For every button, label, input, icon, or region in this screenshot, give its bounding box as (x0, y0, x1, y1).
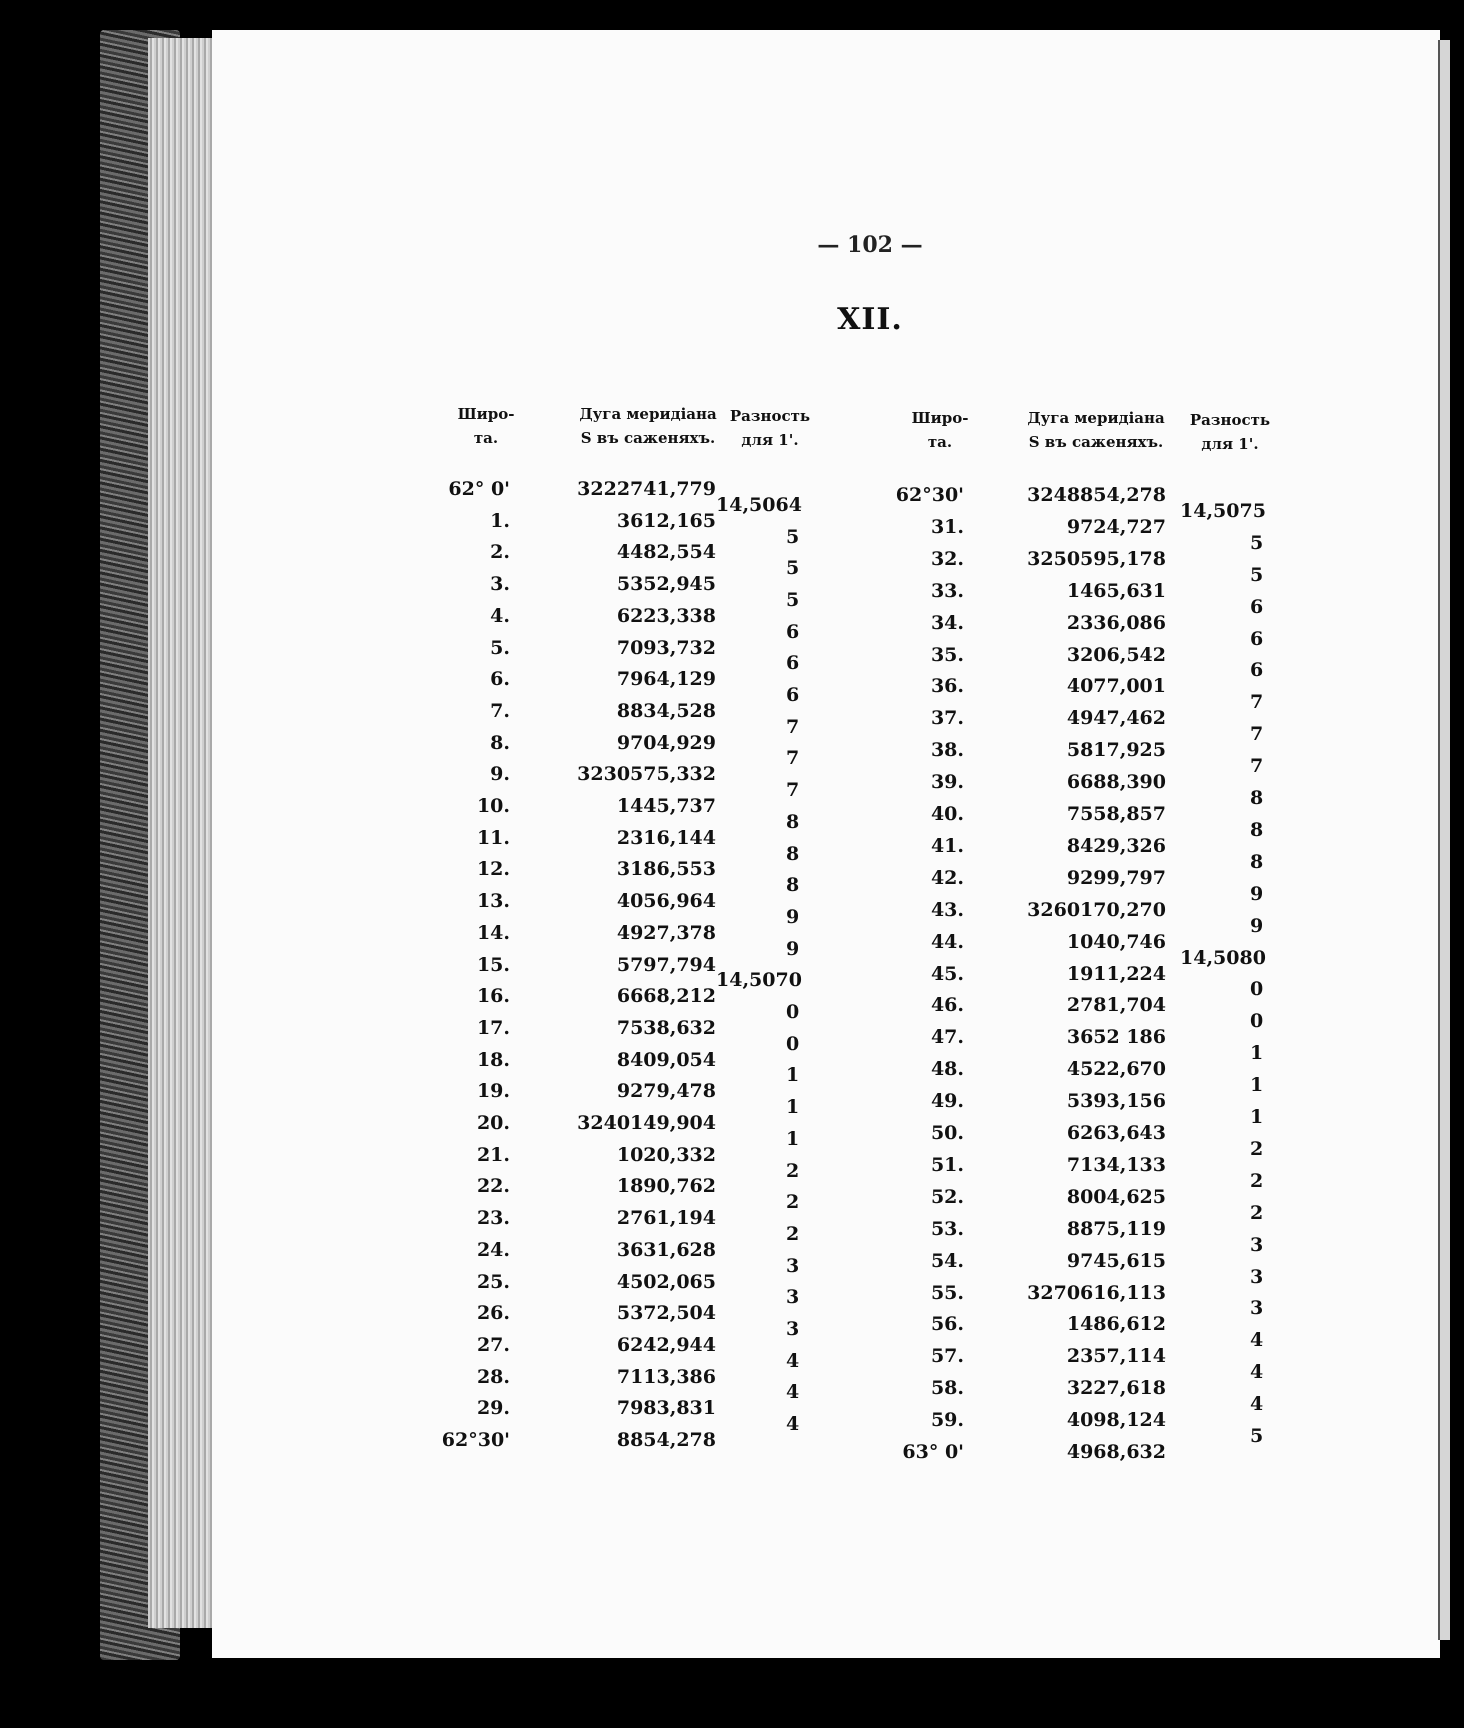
left-header-difference (720, 404, 820, 452)
left_table-latitude-cell: 62° 0' (448, 478, 510, 500)
left_table-difference-cell: 5 (786, 557, 800, 580)
left_table-difference-cell: 14,5064 (716, 493, 802, 516)
left_table-difference-cell: 2 (786, 1191, 800, 1214)
left_table-arc-cell: 9704,929 (616, 731, 716, 754)
right_table-arc-cell: 4968,632 (1066, 1441, 1166, 1463)
right_table-difference-cell: 7 (1250, 723, 1264, 746)
left_table-latitude-cell: 16. (476, 985, 510, 1008)
right_table-difference-cell: 1 (1250, 1042, 1264, 1065)
left_table-latitude-cell: 14. (476, 921, 510, 944)
left_table-arc-cell: 1890,762 (616, 1175, 716, 1198)
left_table-latitude-cell: 12. (476, 858, 510, 881)
right_table-difference-cell: 3 (1250, 1297, 1264, 1320)
right_table-arc-cell: 5817,925 (1066, 739, 1166, 762)
left_table-difference-cell: 7 (786, 747, 800, 770)
right_table-arc-cell: 3227,618 (1066, 1377, 1166, 1400)
right_table-latitude-cell: 33. (930, 579, 964, 602)
left_table-difference-cell: 6 (786, 620, 800, 643)
left_table-difference-cell: 2 (786, 1159, 800, 1182)
right_table-difference-cell: 0 (1250, 1010, 1264, 1033)
left_table-latitude-cell: 9. (490, 763, 510, 786)
left_table-arc-cell: 3186,553 (616, 858, 716, 881)
right_table-arc-cell: 1040,746 (1066, 930, 1166, 953)
left_table-difference-cell: 1 (786, 1096, 800, 1119)
right_table-latitude-cell: 48. (930, 1058, 964, 1081)
left_table-arc-cell: 7964,129 (616, 668, 716, 691)
left_table-latitude-cell: 10. (476, 795, 510, 817)
right-header-arc-line1: Дуга меридiана (1027, 409, 1165, 427)
left_table-difference-cell: 5 (786, 525, 800, 548)
right_table-difference-cell: 4 (1250, 1393, 1264, 1416)
left-header-latitude (456, 402, 516, 450)
left_table-latitude-cell: 5. (490, 636, 510, 659)
right_table-arc-cell: 8875,119 (1066, 1217, 1166, 1240)
right_table-latitude-cell: 56. (930, 1313, 964, 1336)
right_table-difference-cell: 8 (1250, 787, 1264, 810)
right_table-arc-cell: 8004,625 (1066, 1185, 1166, 1208)
left_table-latitude-cell: 7. (490, 699, 510, 722)
left_table-difference-cell: 0 (786, 1032, 800, 1055)
left_table-difference-cell: 3 (786, 1318, 800, 1341)
left_table-latitude-cell: 29. (476, 1397, 510, 1420)
left_table-arc-cell: 3240149,904 (577, 1112, 716, 1134)
right_table-latitude-cell: 43. (930, 898, 964, 921)
right_table-arc-cell: 4077,001 (1066, 675, 1166, 698)
right_table-difference-cell: 2 (1250, 1137, 1264, 1160)
left_table-difference-cell: 3 (786, 1286, 800, 1309)
right_table-arc-cell: 3206,542 (1066, 643, 1166, 666)
right_table-arc-cell: 4947,462 (1066, 707, 1166, 730)
right_table-difference-cell: 2 (1250, 1169, 1264, 1192)
right_table-arc-cell: 3652 186 (1066, 1026, 1166, 1049)
left_table-latitude-cell: 15. (476, 953, 510, 976)
right_table-latitude-cell: 59. (930, 1409, 964, 1432)
section-title: XII. (837, 302, 903, 337)
right_table-arc-cell: 7134,133 (1066, 1153, 1166, 1176)
left_table-difference-cell: 2 (786, 1222, 800, 1245)
right_table-arc-cell: 2781,704 (1066, 994, 1166, 1017)
left_table-arc-cell: 2316,144 (616, 826, 716, 849)
left_table-arc-cell: 3230575,332 (577, 763, 716, 786)
left_table-latitude-cell: 28. (476, 1365, 510, 1388)
left_table-difference-cell: 4 (786, 1413, 800, 1436)
left_table-latitude-cell: 23. (476, 1207, 510, 1230)
right-header-latitude (910, 406, 970, 454)
left-header-difference-line1: Разность (729, 407, 811, 425)
right_table-latitude-cell: 36. (930, 675, 964, 698)
right_table-latitude-cell: 62°30' (895, 484, 964, 506)
left_table-arc-cell: 6668,212 (616, 985, 716, 1008)
right_table-arc-cell: 3250595,178 (1027, 547, 1166, 570)
left_table-arc-cell: 8409,054 (616, 1048, 716, 1071)
right_table-latitude-cell: 35. (930, 643, 964, 666)
left_table-latitude-cell: 13. (476, 890, 510, 913)
right_table-latitude-cell: 63° 0' (902, 1441, 964, 1463)
left-header-latitude-line1: Широ- (457, 405, 515, 423)
left-header-difference-line2: для 1'. (741, 431, 799, 449)
right_table-arc-cell: 7558,857 (1066, 803, 1166, 825)
left_table-arc-cell: 9279,478 (616, 1080, 716, 1103)
page-number: — 102 — (817, 232, 923, 258)
left_table-latitude-cell: 62°30' (441, 1429, 510, 1451)
right_table-difference-cell: 8 (1250, 818, 1264, 841)
left_table-arc-cell: 2761,194 (616, 1207, 716, 1230)
right_table-difference-cell: 6 (1250, 627, 1264, 650)
right-header-latitude-line2: та. (927, 433, 953, 451)
left_table-arc-cell: 7983,831 (616, 1397, 716, 1420)
right_table-latitude-cell: 52. (930, 1185, 964, 1208)
left_table-arc-cell: 7113,386 (616, 1365, 716, 1388)
right_table-difference-cell: 4 (1250, 1329, 1264, 1352)
right_table-difference-cell: 3 (1250, 1233, 1264, 1256)
left_table-difference-cell: 9 (786, 937, 800, 960)
left_table-arc-cell: 5797,794 (616, 953, 716, 976)
left-header-arc (568, 402, 728, 450)
right_table-difference-cell: 7 (1250, 755, 1264, 778)
left_table-latitude-cell: 11. (476, 826, 510, 849)
left_table-difference-cell: 1 (786, 1064, 800, 1087)
left_table-difference-cell: 6 (786, 652, 800, 675)
left_table-latitude-cell: 18. (476, 1048, 510, 1071)
right_table-arc-cell: 4098,124 (1066, 1409, 1166, 1432)
left_table-arc-cell: 3631,628 (616, 1238, 716, 1261)
right_table-latitude-cell: 41. (930, 834, 964, 857)
right_table-latitude-cell: 49. (930, 1090, 964, 1113)
right_table-difference-cell: 0 (1250, 978, 1264, 1001)
right_table-difference-cell: 14,5075 (1180, 499, 1266, 522)
left_table-latitude-cell: 27. (476, 1333, 510, 1356)
left_table-arc-cell: 3612,165 (616, 509, 716, 532)
left_table-latitude-cell: 2. (490, 541, 510, 564)
left_table-latitude-cell: 3. (490, 573, 510, 596)
left_table-arc-cell: 5352,945 (616, 573, 716, 596)
right_table-latitude-cell: 38. (930, 739, 964, 762)
right_table-latitude-cell: 39. (930, 771, 964, 794)
right_table-latitude-cell: 32. (930, 547, 964, 570)
left_table-difference-cell: 6 (786, 684, 800, 707)
left_table-arc-cell: 8834,528 (616, 699, 716, 722)
left_table-arc-cell: 6242,944 (616, 1333, 716, 1356)
right_table-arc-cell: 6688,390 (1066, 771, 1166, 794)
right_table-latitude-cell: 46. (930, 994, 964, 1017)
left_table-arc-cell: 4056,964 (616, 890, 716, 913)
left_table-difference-cell: 9 (786, 905, 800, 928)
right_table-latitude-cell: 58. (930, 1377, 964, 1400)
right_table-difference-cell: 4 (1250, 1361, 1264, 1384)
left_table-arc-cell: 3222741,779 (577, 478, 716, 500)
facing-page-edge (1438, 40, 1450, 1640)
right-header-difference (1180, 408, 1280, 456)
right_table-arc-cell: 4522,670 (1066, 1058, 1166, 1081)
left_table-difference-cell: 14,5070 (716, 969, 802, 992)
left-header-arc-line2: S въ саженяхъ. (580, 429, 716, 447)
left_table-latitude-cell: 26. (476, 1302, 510, 1325)
left_table-latitude-cell: 6. (490, 668, 510, 691)
right_table-latitude-cell: 37. (930, 707, 964, 730)
right_table-difference-cell: 5 (1250, 1425, 1264, 1448)
left_table-latitude-cell: 19. (476, 1080, 510, 1103)
left_table-arc-cell: 4502,065 (616, 1270, 716, 1293)
left_table-difference-cell: 4 (786, 1349, 800, 1372)
right_table-latitude-cell: 34. (930, 611, 964, 634)
left_table-latitude-cell: 22. (476, 1175, 510, 1198)
left_table-arc-cell: 6223,338 (616, 604, 716, 627)
right_table-latitude-cell: 51. (930, 1153, 964, 1176)
left_table-latitude-cell: 24. (476, 1238, 510, 1261)
right_table-latitude-cell: 54. (930, 1249, 964, 1272)
right-header-latitude-line1: Широ- (911, 409, 969, 427)
right_table-difference-cell: 9 (1250, 914, 1264, 937)
left_table-latitude-cell: 8. (490, 731, 510, 754)
left-header-arc-line1: Дуга меридiана (579, 405, 717, 423)
left_table-difference-cell: 0 (786, 1001, 800, 1024)
right_table-latitude-cell: 31. (930, 515, 964, 538)
right_table-arc-cell: 5393,156 (1066, 1090, 1166, 1113)
right_table-arc-cell: 6263,643 (1066, 1122, 1166, 1144)
right_table-latitude-cell: 57. (930, 1345, 964, 1368)
right_table-latitude-cell: 40. (930, 803, 964, 825)
left_table-difference-cell: 8 (786, 810, 800, 833)
right_table-difference-cell: 1 (1250, 1074, 1264, 1097)
left_table-latitude-cell: 17. (476, 1016, 510, 1039)
right_table-difference-cell: 8 (1250, 850, 1264, 873)
left_table-difference-cell: 4 (786, 1381, 800, 1404)
left_table-difference-cell: 7 (786, 779, 800, 802)
right_table-latitude-cell: 50. (930, 1122, 964, 1144)
right-header-difference-line2: для 1'. (1201, 435, 1259, 453)
right_table-arc-cell: 3270616,113 (1027, 1281, 1166, 1304)
right_table-arc-cell: 1465,631 (1066, 579, 1166, 602)
right_table-difference-cell: 9 (1250, 882, 1264, 905)
right_table-arc-cell: 1911,224 (1066, 962, 1166, 985)
right-header-difference-line1: Разность (1189, 411, 1271, 429)
left_table-latitude-cell: 4. (490, 604, 510, 627)
left_table-latitude-cell: 1. (490, 509, 510, 532)
left_table-arc-cell: 1020,332 (616, 1143, 716, 1166)
right_table-difference-cell: 5 (1250, 563, 1264, 586)
left_table-arc-cell: 8854,278 (616, 1429, 716, 1451)
right_table-arc-cell: 8429,326 (1066, 834, 1166, 857)
right_table-latitude-cell: 53. (930, 1217, 964, 1240)
left_table-difference-cell: 7 (786, 715, 800, 738)
right-header-arc-line2: S въ саженяхъ. (1028, 433, 1164, 451)
left-header-latitude-line2: та. (473, 429, 499, 447)
left_table-latitude-cell: 21. (476, 1143, 510, 1166)
right_table-latitude-cell: 42. (930, 866, 964, 889)
left_table-difference-cell: 8 (786, 842, 800, 865)
left_table-arc-cell: 7093,732 (616, 636, 716, 659)
right-header-arc (1016, 406, 1176, 454)
right_table-arc-cell: 9299,797 (1066, 866, 1166, 889)
left_table-latitude-cell: 25. (476, 1270, 510, 1293)
right_table-arc-cell: 3248854,278 (1027, 484, 1166, 506)
right_table-arc-cell: 1486,612 (1066, 1313, 1166, 1336)
right_table-latitude-cell: 55. (930, 1281, 964, 1304)
left_table-difference-cell: 5 (786, 588, 800, 611)
left_table-difference-cell: 8 (786, 874, 800, 897)
left_table-arc-cell: 5372,504 (616, 1302, 716, 1325)
left_table-arc-cell: 4927,378 (616, 921, 716, 944)
right_table-difference-cell: 6 (1250, 659, 1264, 682)
left_table-difference-cell: 3 (786, 1254, 800, 1277)
right_table-arc-cell: 9745,615 (1066, 1249, 1166, 1272)
right_table-difference-cell: 6 (1250, 595, 1264, 618)
right_table-difference-cell: 7 (1250, 691, 1264, 714)
right_table-latitude-cell: 47. (930, 1026, 964, 1049)
left_table-arc-cell: 4482,554 (616, 541, 716, 564)
right_table-difference-cell: 1 (1250, 1106, 1264, 1129)
right_table-arc-cell: 2336,086 (1066, 611, 1166, 634)
right_table-arc-cell: 2357,114 (1066, 1345, 1166, 1368)
left_table-difference-cell: 1 (786, 1127, 800, 1150)
left_table-arc-cell: 1445,737 (616, 795, 716, 817)
right_table-arc-cell: 3260170,270 (1027, 898, 1166, 921)
right_table-difference-cell: 14,5080 (1180, 946, 1266, 969)
left_table-arc-cell: 7538,632 (616, 1016, 716, 1039)
left_table-latitude-cell: 20. (476, 1112, 510, 1134)
right_table-difference-cell: 2 (1250, 1201, 1264, 1224)
right_table-latitude-cell: 45. (930, 962, 964, 985)
right_table-latitude-cell: 44. (930, 930, 964, 953)
right_table-difference-cell: 5 (1250, 531, 1264, 554)
right_table-arc-cell: 9724,727 (1066, 515, 1166, 538)
right_table-difference-cell: 3 (1250, 1265, 1264, 1288)
